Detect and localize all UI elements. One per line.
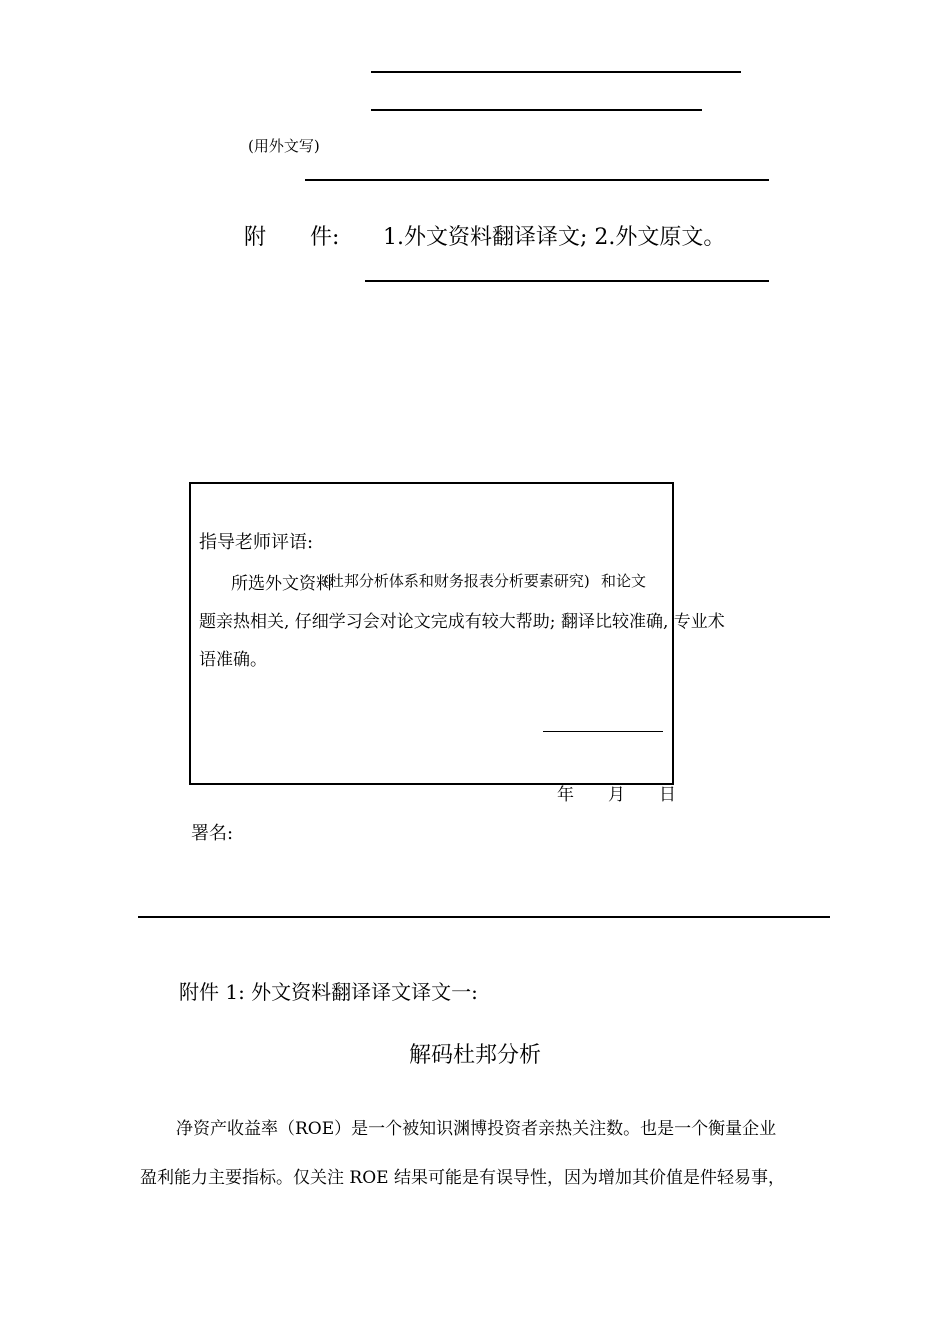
paragraph-line-1: 净资产收益率（ROE）是一个被知识渊博投资者亲热关注数。也是一个衡量企业 xyxy=(176,1119,777,1139)
blank-line-2 xyxy=(371,109,702,111)
blank-line-4 xyxy=(365,280,769,282)
signature-line xyxy=(543,731,663,732)
attachments-text: 1.外文资料翻译译文; 2.外文原文。 xyxy=(383,225,726,250)
section-divider xyxy=(138,916,830,918)
foreign-language-note: (用外文写) xyxy=(248,137,320,155)
attachment-heading: 附件 1: 外文资料翻译译文译文一: xyxy=(179,980,478,1004)
signature-label: 署名: xyxy=(191,823,234,844)
review-line-1c: 和论文 xyxy=(601,572,647,590)
review-line-2: 题亲热相关, 仔细学习会对论文完成有较大帮助; 翻译比较准确, 专业术 xyxy=(199,612,725,632)
date-label: 年 月 日 xyxy=(557,785,676,805)
attachments-label: 附 件: xyxy=(244,225,340,250)
blank-line-1 xyxy=(371,71,741,73)
blank-line-3 xyxy=(305,179,769,181)
paragraph-line-2: 盈利能力主要指标。仅关注 ROE 结果可能是有误导性，因为增加其价值是件轻易事， xyxy=(140,1168,785,1188)
review-line-1b: (杜邦分析体系和财务报表分析要素研究) xyxy=(323,572,590,590)
review-title: 指导老师评语: xyxy=(199,532,314,553)
review-line-3: 语准确。 xyxy=(199,650,267,670)
translation-title: 解码杜邦分析 xyxy=(409,1043,542,1068)
review-line-1a: 所选外文资料 xyxy=(231,574,333,594)
